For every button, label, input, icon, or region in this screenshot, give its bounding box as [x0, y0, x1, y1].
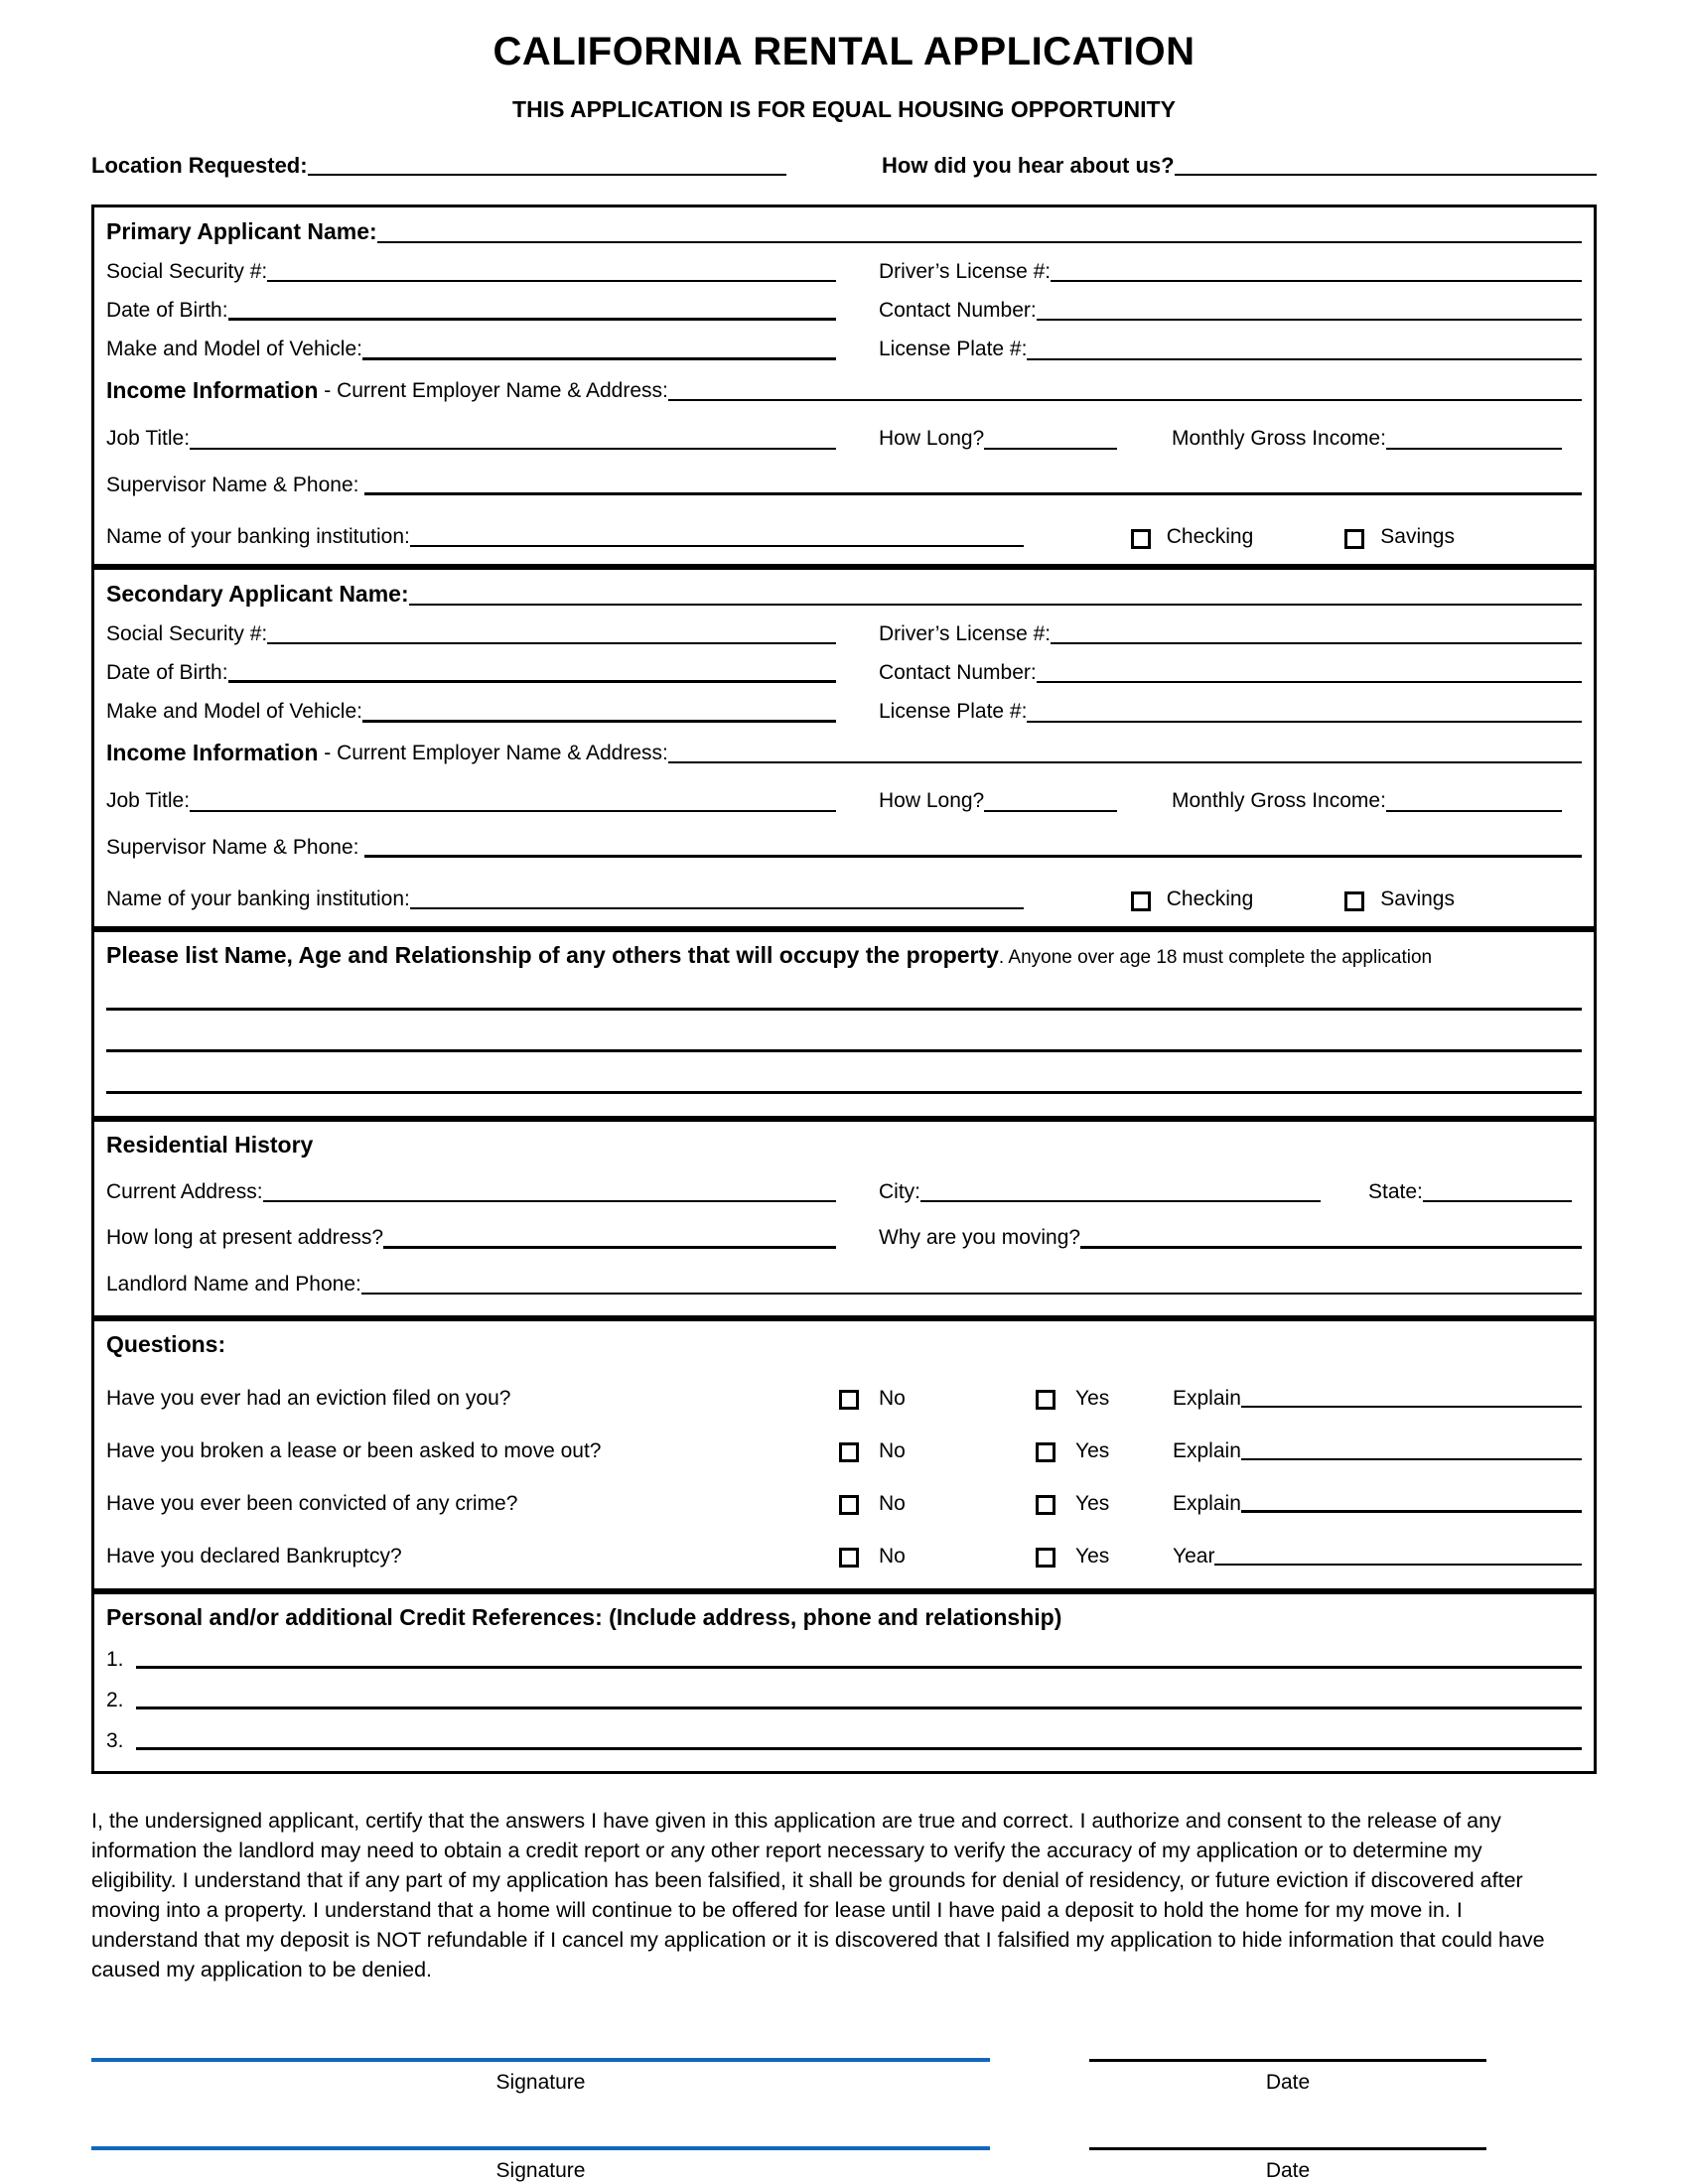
- secondary-checking-checkbox[interactable]: [1131, 891, 1151, 911]
- primary-ssn-label: Social Security #:: [106, 259, 268, 283]
- current-address-label: Current Address:: [106, 1180, 263, 1203]
- primary-drivers-license-label: Driver’s License #:: [879, 259, 1052, 283]
- hear-about-label: How did you hear about us?: [882, 153, 1175, 178]
- question-crime-explain-line[interactable]: [1241, 1510, 1582, 1513]
- no-label: No: [879, 1491, 906, 1515]
- secondary-savings-checkbox[interactable]: [1344, 891, 1364, 911]
- occupant-line-2[interactable]: [106, 1049, 1582, 1052]
- current-address-line[interactable]: [263, 1200, 836, 1202]
- no-label: No: [879, 1386, 906, 1410]
- credit-ref-3-line[interactable]: [136, 1747, 1582, 1750]
- secondary-contact-label: Contact Number:: [879, 661, 1037, 684]
- primary-employer-label: - Current Employer Name & Address:: [318, 379, 668, 402]
- secondary-gross-income-label: Monthly Gross Income:: [1172, 789, 1386, 813]
- question-bankruptcy-year-label: Year: [1173, 1544, 1215, 1568]
- primary-ssn-line[interactable]: [267, 280, 836, 282]
- primary-plate-line[interactable]: [1027, 358, 1582, 360]
- secondary-employer-label: - Current Employer Name & Address:: [318, 742, 668, 764]
- how-long-address-label: How long at present address?: [106, 1226, 383, 1250]
- yes-label: Yes: [1075, 1386, 1110, 1410]
- credit-ref-2-number: 2.: [106, 1688, 124, 1711]
- residential-history-heading: Residential History: [106, 1132, 314, 1158]
- signature-line-1[interactable]: [91, 2032, 990, 2062]
- signature-label-1: Signature: [495, 2070, 586, 2094]
- location-requested-label: Location Requested:: [91, 153, 308, 178]
- secondary-savings-label: Savings: [1380, 887, 1455, 910]
- date-line-2[interactable]: [1089, 2120, 1486, 2150]
- question-bankruptcy-yes-checkbox[interactable]: [1036, 1548, 1055, 1568]
- why-moving-label: Why are you moving?: [879, 1226, 1081, 1250]
- primary-plate-label: License Plate #:: [879, 338, 1028, 361]
- primary-employer-line[interactable]: [668, 399, 1582, 401]
- residential-history-section: [91, 1119, 1597, 1318]
- questions-section: [91, 1318, 1597, 1591]
- question-lease-label: Have you broken a lease or been asked to move out?: [106, 1438, 602, 1462]
- hear-about-line[interactable]: [1175, 174, 1597, 176]
- no-label: No: [879, 1438, 906, 1462]
- signature-label-2: Signature: [495, 2158, 586, 2182]
- primary-applicant-section: [91, 205, 1597, 567]
- occupant-line-1[interactable]: [106, 1008, 1582, 1011]
- secondary-how-long-line[interactable]: [984, 810, 1117, 812]
- primary-gross-income-label: Monthly Gross Income:: [1172, 427, 1386, 451]
- primary-supervisor-label: Supervisor Name & Phone:: [106, 473, 365, 496]
- credit-references-heading: Personal and/or additional Credit References: (Include address, phone and relationship): [106, 1603, 1062, 1630]
- secondary-applicant-name-line[interactable]: [409, 604, 1582, 606]
- certification-paragraph: I, the undersigned applicant, certify that the answers I have given in this application are true and correct. I authorize and consent to the release of any information the landlord may need to obtain a credit report or any other report necessary to verify the accuracy of my application or to determine my eligibility. I understand that if any part of my application has been falsified, it shall be grounds for denial of residency, or future eviction if discovered after moving into a property. I understand that a home will continue to be offered for lease until I have paid a deposit to hold the home for my move in. I understand that my deposit is NOT refundable if I cancel my application or it is discovered that I falsified my application to hide information that could have caused my application to be denied.: [91, 1808, 1545, 1981]
- secondary-applicant-name-label: Secondary Applicant Name:: [106, 581, 409, 607]
- secondary-supervisor-label: Supervisor Name & Phone:: [106, 835, 365, 859]
- credit-ref-1-line[interactable]: [136, 1666, 1582, 1669]
- question-row-crime: [106, 1492, 1582, 1516]
- primary-applicant-name-label: Primary Applicant Name:: [106, 218, 377, 244]
- primary-income-info-label: Income Information: [106, 376, 319, 403]
- question-lease-explain-line[interactable]: [1241, 1458, 1582, 1460]
- secondary-how-long-label: How Long?: [879, 789, 985, 813]
- landlord-label: Landlord Name and Phone:: [106, 1272, 361, 1296]
- primary-contact-label: Contact Number:: [879, 299, 1037, 322]
- secondary-vehicle-line[interactable]: [362, 720, 836, 723]
- primary-contact-line[interactable]: [1037, 319, 1582, 321]
- secondary-bank-label: Name of your banking institution:: [106, 887, 410, 910]
- question-eviction-explain-line[interactable]: [1241, 1406, 1582, 1408]
- yes-label: Yes: [1075, 1491, 1110, 1515]
- primary-supervisor-line[interactable]: [364, 492, 1582, 495]
- question-lease-yes-checkbox[interactable]: [1036, 1442, 1055, 1462]
- signature-row-1: [91, 2032, 1597, 2095]
- occupant-line-3[interactable]: [106, 1091, 1582, 1094]
- credit-ref-3-number: 3.: [106, 1728, 124, 1752]
- question-bankruptcy-label: Have you declared Bankruptcy?: [106, 1544, 402, 1568]
- occupants-heading: Please list Name, Age and Relationship of any others that will occupy the property: [106, 942, 999, 968]
- question-crime-explain-label: Explain: [1173, 1491, 1241, 1515]
- state-line[interactable]: [1423, 1200, 1572, 1202]
- question-row-eviction: [106, 1387, 1582, 1411]
- secondary-plate-label: License Plate #:: [879, 700, 1028, 724]
- primary-bank-line[interactable]: [410, 545, 1024, 547]
- question-bankruptcy-no-checkbox[interactable]: [839, 1548, 859, 1568]
- questions-heading: Questions:: [106, 1330, 226, 1357]
- yes-label: Yes: [1075, 1438, 1110, 1462]
- primary-how-long-line[interactable]: [984, 448, 1117, 450]
- signature-row-2: [91, 2120, 1597, 2183]
- state-label: State:: [1368, 1180, 1423, 1203]
- question-crime-label: Have you ever been convicted of any crime?: [106, 1491, 518, 1515]
- occupants-section: [91, 929, 1597, 1119]
- yes-label: Yes: [1075, 1544, 1110, 1568]
- primary-drivers-license-line[interactable]: [1051, 280, 1582, 282]
- how-long-address-line[interactable]: [383, 1246, 836, 1249]
- question-eviction-explain-label: Explain: [1173, 1386, 1241, 1410]
- date-line-1[interactable]: [1089, 2032, 1486, 2062]
- city-label: City:: [879, 1180, 920, 1203]
- secondary-job-title-line[interactable]: [190, 810, 836, 812]
- question-lease-no-checkbox[interactable]: [839, 1442, 859, 1462]
- credit-ref-2-line[interactable]: [136, 1706, 1582, 1709]
- primary-bank-label: Name of your banking institution:: [106, 524, 410, 548]
- primary-checking-label: Checking: [1166, 524, 1254, 548]
- secondary-dob-line[interactable]: [228, 680, 836, 683]
- secondary-supervisor-line[interactable]: [364, 855, 1582, 858]
- signature-area: [91, 2032, 1597, 2183]
- question-crime-yes-checkbox[interactable]: [1036, 1495, 1055, 1515]
- form-title: CALIFORNIA RENTAL APPLICATION: [492, 30, 1196, 73]
- why-moving-line[interactable]: [1080, 1246, 1582, 1249]
- city-line[interactable]: [920, 1200, 1321, 1202]
- signature-line-2[interactable]: [91, 2120, 990, 2150]
- secondary-drivers-license-label: Driver’s License #:: [879, 621, 1052, 645]
- secondary-bank-line[interactable]: [410, 907, 1024, 909]
- secondary-job-title-label: Job Title:: [106, 789, 191, 813]
- question-row-lease: [106, 1439, 1582, 1463]
- occupants-note: . Anyone over age 18 must complete the application: [998, 947, 1433, 968]
- primary-dob-line[interactable]: [228, 318, 836, 321]
- question-eviction-label: Have you ever had an eviction filed on you?: [106, 1386, 511, 1410]
- date-label-2: Date: [1265, 2158, 1311, 2182]
- secondary-checking-label: Checking: [1166, 887, 1254, 910]
- primary-how-long-label: How Long?: [879, 427, 985, 451]
- form-subtitle: THIS APPLICATION IS FOR EQUAL HOUSING OPPORTUNITY: [512, 96, 1176, 122]
- primary-checking-checkbox[interactable]: [1131, 529, 1151, 549]
- question-crime-no-checkbox[interactable]: [839, 1495, 859, 1515]
- primary-vehicle-line[interactable]: [362, 357, 836, 360]
- credit-ref-1-number: 1.: [106, 1647, 124, 1671]
- question-eviction-no-checkbox[interactable]: [839, 1390, 859, 1410]
- primary-savings-checkbox[interactable]: [1344, 529, 1364, 549]
- secondary-plate-line[interactable]: [1027, 721, 1582, 723]
- secondary-dob-label: Date of Birth:: [106, 661, 228, 684]
- primary-job-title-line[interactable]: [190, 448, 836, 450]
- question-bankruptcy-year-line[interactable]: [1214, 1564, 1582, 1566]
- date-label-1: Date: [1265, 2070, 1311, 2094]
- primary-job-title-label: Job Title:: [106, 427, 191, 451]
- primary-gross-income-line[interactable]: [1386, 448, 1562, 450]
- secondary-gross-income-line[interactable]: [1386, 810, 1562, 812]
- secondary-ssn-line[interactable]: [267, 642, 836, 644]
- primary-dob-label: Date of Birth:: [106, 299, 228, 322]
- question-lease-explain-label: Explain: [1173, 1438, 1241, 1462]
- primary-savings-label: Savings: [1380, 524, 1455, 548]
- question-eviction-yes-checkbox[interactable]: [1036, 1390, 1055, 1410]
- primary-applicant-name-line[interactable]: [377, 241, 1582, 243]
- secondary-ssn-label: Social Security #:: [106, 621, 268, 645]
- location-requested-line[interactable]: [308, 174, 786, 176]
- question-row-bankruptcy: [106, 1545, 1582, 1569]
- credit-references-section: [91, 1591, 1597, 1774]
- secondary-income-info-label: Income Information: [106, 739, 319, 765]
- secondary-contact-line[interactable]: [1037, 681, 1582, 683]
- secondary-employer-line[interactable]: [668, 761, 1582, 763]
- no-label: No: [879, 1544, 906, 1568]
- primary-vehicle-label: Make and Model of Vehicle:: [106, 338, 362, 361]
- landlord-line[interactable]: [361, 1293, 1582, 1295]
- secondary-drivers-license-line[interactable]: [1051, 642, 1582, 644]
- header-fields-row: [91, 153, 1597, 179]
- secondary-vehicle-label: Make and Model of Vehicle:: [106, 700, 362, 724]
- secondary-applicant-section: [91, 567, 1597, 929]
